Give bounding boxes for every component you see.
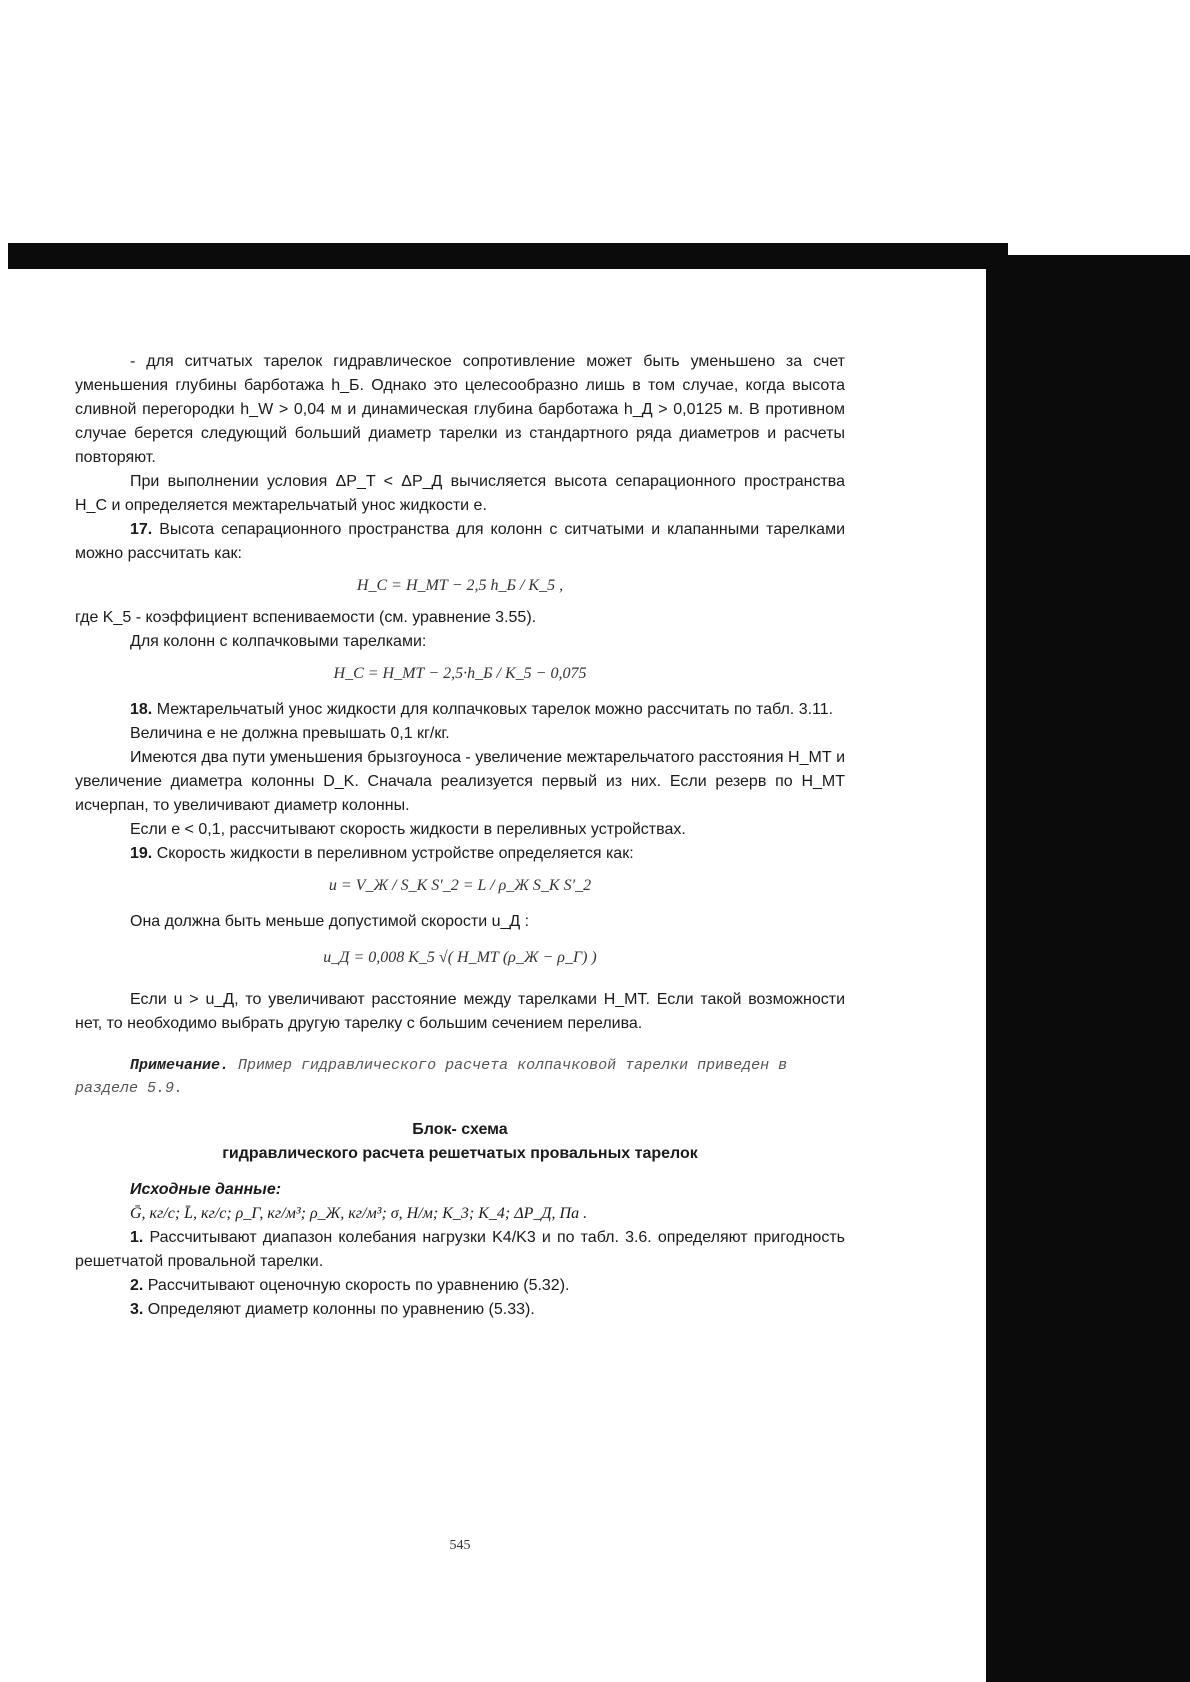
formula-hc-2: H_C = H_МТ − 2,5·h_Б / K_5 − 0,075: [333, 665, 587, 682]
page-body: [75, 350, 845, 1322]
formula-ud: u_Д = 0,008 K_5 √( H_МТ (ρ_Ж − ρ_Г) ): [323, 949, 597, 966]
scan-border-right: [986, 255, 1190, 1682]
heading-line-1: Блок- схема: [412, 1121, 508, 1138]
paragraph-cap-trays: Для колонн с колпачковыми тарелками:: [130, 633, 427, 650]
paragraph-19: [75, 842, 845, 866]
step-1-number: 1.: [130, 1229, 144, 1246]
paragraph-two-ways: Имеются два пути уменьшения брызгоуноса - увеличение межтарельчатого расстояния H_МТ и увеличение диаметра колонны D_K. Сначала реализуется первый из них. Если резерв по H_МТ исчерпан, то увеличивают диаметр колонны.: [75, 749, 845, 814]
step-3-number: 3.: [130, 1301, 144, 1318]
heading-line-2: гидравлического расчета решетчатых провальных тарелок: [222, 1145, 698, 1162]
paragraph-17-text: Высота сепарационного пространства для колонн с ситчатыми и клапанными тарелками можно рассчитать как:: [75, 521, 845, 562]
step-2-text: Рассчитывают оценочную скорость по уравнению (5.32).: [143, 1277, 570, 1294]
formula-hc-1: H_C = H_МТ − 2,5 h_Б / K_5 ,: [356, 577, 564, 594]
paragraph-if-e: Если e < 0,1, рассчитывают скорость жидкости в переливных устройствах.: [130, 821, 686, 838]
paragraph-18-text: Межтарельчатый унос жидкости для колпачковых тарелок можно рассчитать по табл. 3.11.: [152, 701, 834, 718]
paragraph-19-text: Скорость жидкости в переливном устройстве определяется как:: [152, 845, 634, 862]
note-label: Примечание.: [130, 1057, 230, 1074]
step-2: [75, 1274, 845, 1298]
paragraph-allowed-speed: Она должна быть меньше допустимой скорости u_Д :: [130, 913, 530, 930]
inputs-title: Исходные данные:: [130, 1181, 282, 1198]
paragraph-18: [75, 698, 845, 722]
step-3: [75, 1298, 845, 1322]
paragraph-k5: где K_5 - коэффициент вспениваемости (см. уравнение 3.55).: [75, 609, 537, 626]
step-number-19: 19.: [130, 845, 153, 862]
paragraph-1: - для ситчатых тарелок гидравлическое сопротивление может быть уменьшено за счет уменьшения глубины барботажа h_Б. Однако это целесообразно лишь в том случае, когда высота сливной перегородки h_W > 0,04 м и динамическая глубина барботажа h_Д > 0,0125 м. В противном случае берется следующий больший диаметр тарелки из стандартного ряда диаметров и расчеты повторяют.: [75, 353, 845, 466]
paragraph-17: [75, 518, 845, 566]
formula-u: u = V_Ж / S_K S′_2 = L / ρ_Ж S_K S′_2: [328, 877, 592, 894]
scan-border-top: [8, 243, 1008, 269]
step-1-text: Рассчитывают диапазон колебания нагрузки K4/K3 и по табл. 3.6. определяют пригодность решетчатой провальной тарелки.: [75, 1229, 845, 1270]
step-1: [75, 1226, 845, 1274]
inputs-vars: Ḡ, кг/с; L̄, кг/с; ρ_Г, кг/м³; ρ_Ж, кг/м³; σ, Н/м; K_3; K_4; ΔP_Д, Па .: [130, 1205, 588, 1222]
step-number-17: 17.: [130, 521, 153, 538]
note-text: Пример гидравлического расчета колпачковой тарелки приведен в разделе 5.9.: [75, 1057, 788, 1097]
step-number-18: 18.: [130, 701, 153, 718]
note: [75, 1054, 845, 1100]
step-3-text: Определяют диаметр колонны по уравнению (5.33).: [143, 1301, 535, 1318]
paragraph-if-u: Если u > u_Д, то увеличивают расстояние между тарелками H_МТ. Если такой возможности нет, то необходимо выбрать другую тарелку с большим сечением перелива.: [75, 991, 845, 1032]
page-number: 545: [449, 1538, 471, 1553]
paragraph-2: При выполнении условия ΔP_T < ΔP_Д вычисляется высота сепарационного пространства H_C и определяется межтарельчатый унос жидкости e.: [75, 473, 845, 514]
step-2-number: 2.: [130, 1277, 144, 1294]
paragraph-e-limit: Величина e не должна превышать 0,1 кг/кг.: [130, 725, 450, 742]
